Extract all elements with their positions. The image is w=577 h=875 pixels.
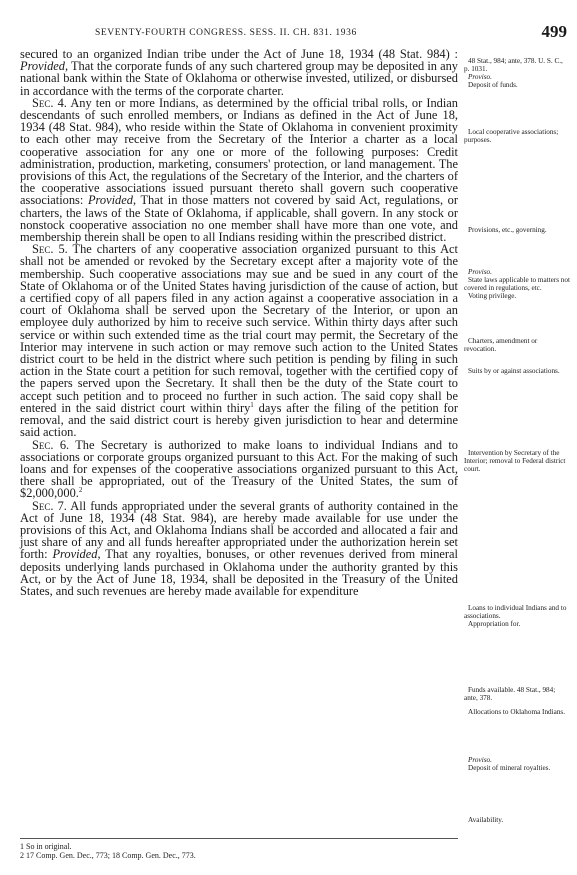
- statute-text: [20, 48, 458, 597]
- section-5: [20, 243, 458, 438]
- proviso-word: Provided: [87, 193, 133, 208]
- section-label: Sec. 5.: [32, 242, 68, 257]
- footnote-ref: 2: [78, 486, 83, 495]
- margin-note-suits: [464, 367, 570, 375]
- text-run: days after the filing of the petition for removal, and the said district court is hereby given jurisdiction to hear and determine said action.: [20, 400, 458, 440]
- margin-proviso: Proviso.: [468, 756, 492, 764]
- margin-proviso: Proviso.: [468, 268, 492, 276]
- section-label: Sec. 6.: [32, 437, 70, 452]
- margin-text: Voting privilege.: [468, 292, 517, 300]
- text-run: , That the corporate funds of any such chartered group may be deposited in any national bank within the State of Oklahoma or otherwise invested, utilized, or disbursed in accordance with the terms of the corporate charter.: [20, 59, 458, 98]
- margin-note-mineral: [464, 756, 570, 772]
- margin-note-loans: [464, 604, 570, 628]
- margin-note-availability: [464, 816, 570, 824]
- text-run: The Secretary is authorized to make loans to individual Indians and to associations or corporate groups organized pursuant to this Act. For the making of such loans and for expenses of the cooperative associations organized pursuant to this Act, there shall be appropriated, out of the Treasury of the United States, the sum of $2,000,000.: [20, 437, 458, 501]
- margin-note-local-cooperatives: [464, 128, 570, 144]
- margin-proviso: Proviso.: [468, 73, 492, 81]
- section-4: [20, 97, 458, 243]
- footnote-2: 2 17 Comp. Gen. Dec., 773; 18 Comp. Gen. Dec., 773.: [20, 851, 196, 860]
- margin-text: Deposit of mineral royalties.: [468, 764, 551, 772]
- text-run: The charters of any cooperative association organized pursuant to this Act shall not be amended or revoked by the Secretary except after a majority vote of the membership. Such cooperative associations may sue and be sued in any court of the State of Oklahoma or of the United States having jurisdiction of the cause of action, but a certified copy of all papers filed in any action against a cooperative association in a court of Oklahoma shall be served upon the Secretary of the Interior, or upon an employee duly authorized by him to receive such service. Within thirty days after such service or within such extended time as the trial court may permit, the Secretary of the Interior may intervene in such action or may remove such action to the United States district court to be held in the district where such petition is pending by filing in such action in the State court a petition for such removal, together with the certified copy of the papers served upon the Secretary. It shall then be the duty of the State court to accept such petition and to proceed no further in such action. The said copy shall be entered in the said district court within thiry: [20, 242, 458, 415]
- margin-note-state-laws: [464, 268, 570, 300]
- margin-text: Intervention by Secretary of the Interior; removal to Federal district court.: [464, 449, 566, 473]
- margin-text: Availability.: [468, 816, 504, 824]
- footnote-1: 1 So in original.: [20, 842, 72, 851]
- section-label: Sec. 7.: [32, 498, 67, 513]
- running-head: SEVENTY-FOURTH CONGRESS. SESS. II. CH. 831. 1936: [95, 28, 357, 38]
- text-run: , That in those matters not covered by said Act, regulations, or charters, the laws of the State of Oklahoma, if applicable, shall govern. In any stock or nonstock cooperative association no one member shall have more than one vote, and membership therein shall be open to all Indians residing within the prescribed district.: [20, 193, 458, 245]
- section-label: Sec. 4.: [32, 95, 67, 110]
- margin-note-funds: [464, 686, 570, 716]
- margin-text: Local cooperative associations; purposes.: [464, 128, 559, 144]
- margin-text: Loans to individual Indians and to associations.: [464, 604, 567, 620]
- section-7: [20, 500, 458, 598]
- margin-note-provisions: [464, 226, 570, 234]
- margin-text: Deposit of funds.: [468, 81, 518, 89]
- margin-note-intervention: [464, 449, 570, 473]
- text-run: All funds appropriated under the several grants of authority contained in the Act of June 18, 1934 (48 Stat. 984), are hereby made available for use under the provisions of this Act, and Oklahoma Indians shall be accorded and allocated a fair and just share of any and all funds hereafter appropriated under the authorization herein set forth:: [20, 498, 458, 562]
- margin-text: 48 Stat., 984; ante, 378. U. S. C., p. 1031.: [464, 57, 563, 73]
- margin-note-charters: [464, 337, 570, 353]
- margin-text: Allocations to Oklahoma Indians.: [468, 708, 566, 716]
- margin-text: Charters, amendment or revocation.: [464, 337, 538, 353]
- paragraph-continuation: [20, 48, 458, 97]
- margin-text: Funds available. 48 Stat., 984; ante, 378.: [464, 686, 556, 702]
- page-number: 499: [541, 22, 567, 41]
- margin-text: State laws applicable to matters not covered in regulations, etc.: [464, 276, 570, 292]
- text-run: secured to an organized Indian tribe under the Act of June 18, 1934 (48 Stat. 984) :: [20, 47, 458, 61]
- footnote-ref: 1: [250, 400, 254, 409]
- proviso-word: Provided: [20, 59, 65, 74]
- margin-text: Suits by or against associations.: [468, 367, 560, 375]
- text-run: , That any royalties, bonuses, or other revenues derived from mineral deposits underlying lands purchased in Oklahoma under the authority granted by this Act, or by the Act of June 18, 1934, shall be deposited in the Treasury of the United States, and such revenues are hereby made available for expenditure: [20, 547, 458, 598]
- footnotes: [20, 838, 458, 860]
- page-header: [0, 22, 577, 44]
- margin-text: Provisions, etc., governing.: [468, 226, 547, 234]
- text-run: Any ten or more Indians, as determined by the official tribal rolls, or Indian descendants of such enrolled members, or Indians as defined in the Act of June 18, 1934 (48 Stat. 984), who reside within the State of Oklahoma in convenient proximity to each other may receive from the Secretary of the Interior a charter as a local cooperative association for any one or more of the following purposes: Credit administration, production, marketing, consumers' protection, or land management. The provisions of this Act, the regulations of the Secretary of the Interior, and the charters of the cooperative associations issued pursuant thereto shall govern such cooperative associations:: [20, 95, 458, 208]
- section-6: [20, 439, 458, 500]
- margin-note-citation: [464, 57, 570, 89]
- proviso-word: Provided: [52, 547, 98, 562]
- margin-text: Appropriation for.: [468, 620, 521, 628]
